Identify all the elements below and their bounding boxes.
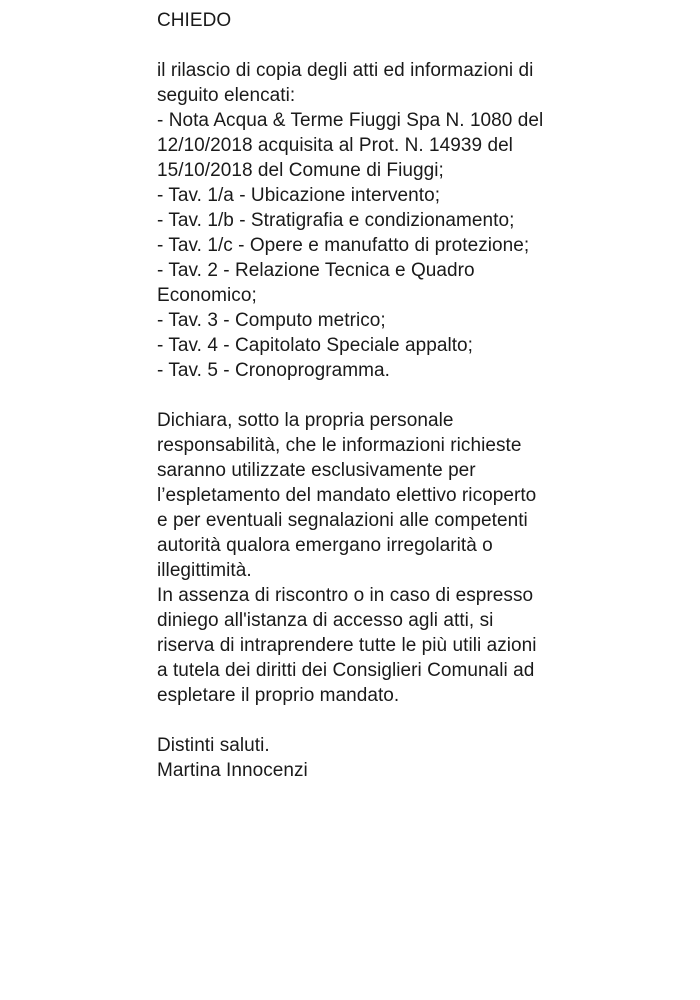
list-item: - Tav. 1/a - Ubicazione intervento;	[157, 185, 441, 206]
list-item: - Nota Acqua & Terme Fiuggi Spa N. 1080 del	[157, 110, 544, 131]
request-intro-line: il rilascio di copia degli atti ed informazioni di	[157, 60, 534, 81]
request-intro-line: seguito elencati:	[157, 85, 296, 106]
paragraph-line: autorità qualora emergano irregolarità o	[157, 535, 493, 556]
list-item: Economico;	[157, 285, 257, 306]
list-item: 12/10/2018 acquisita al Prot. N. 14939 del	[157, 135, 513, 156]
list-item: - Tav. 4 - Capitolato Speciale appalto;	[157, 335, 473, 356]
list-item: - Tav. 2 - Relazione Tecnica e Quadro	[157, 260, 475, 281]
paragraph-line: responsabilità, che le informazioni richieste	[157, 435, 522, 456]
signature-name: Martina Innocenzi	[157, 760, 308, 781]
paragraph-line: saranno utilizzate esclusivamente per	[157, 460, 476, 481]
paragraph-line: diniego all'istanza di accesso agli atti, si	[157, 610, 494, 631]
closing-salutation: Distinti saluti.	[157, 735, 270, 756]
paragraph-line: In assenza di riscontro o in caso di espresso	[157, 585, 534, 606]
paragraph-line: espletare il proprio mandato.	[157, 685, 400, 706]
spacer	[157, 33, 677, 58]
list-item: - Tav. 1/b - Stratigrafia e condizionamento;	[157, 210, 515, 231]
list-item: - Tav. 1/c - Opere e manufatto di protezione;	[157, 235, 530, 256]
paragraph-line: riserva di intraprendere tutte le più utili azioni	[157, 635, 537, 656]
list-item: - Tav. 5 - Cronoprogramma.	[157, 360, 390, 381]
paragraph-line: e per eventuali segnalazioni alle competenti	[157, 510, 528, 531]
request-intro	[157, 58, 677, 108]
paragraph-line: a tutela dei diritti dei Consiglieri Comunali ad	[157, 660, 535, 681]
paragraph-line: illegittimità.	[157, 560, 252, 581]
requested-items-list	[157, 108, 677, 383]
paragraph-line: Dichiara, sotto la propria personale	[157, 410, 454, 431]
declaration-paragraph	[157, 408, 677, 583]
document-body	[157, 8, 677, 783]
reservation-paragraph	[157, 583, 677, 708]
heading-chiedo: CHIEDO	[157, 10, 232, 31]
paragraph-line: l’espletamento del mandato elettivo ricoperto	[157, 485, 537, 506]
list-item: 15/10/2018 del Comune di Fiuggi;	[157, 160, 444, 181]
list-item: - Tav. 3 - Computo metrico;	[157, 310, 386, 331]
spacer	[157, 383, 677, 408]
spacer	[157, 708, 677, 733]
